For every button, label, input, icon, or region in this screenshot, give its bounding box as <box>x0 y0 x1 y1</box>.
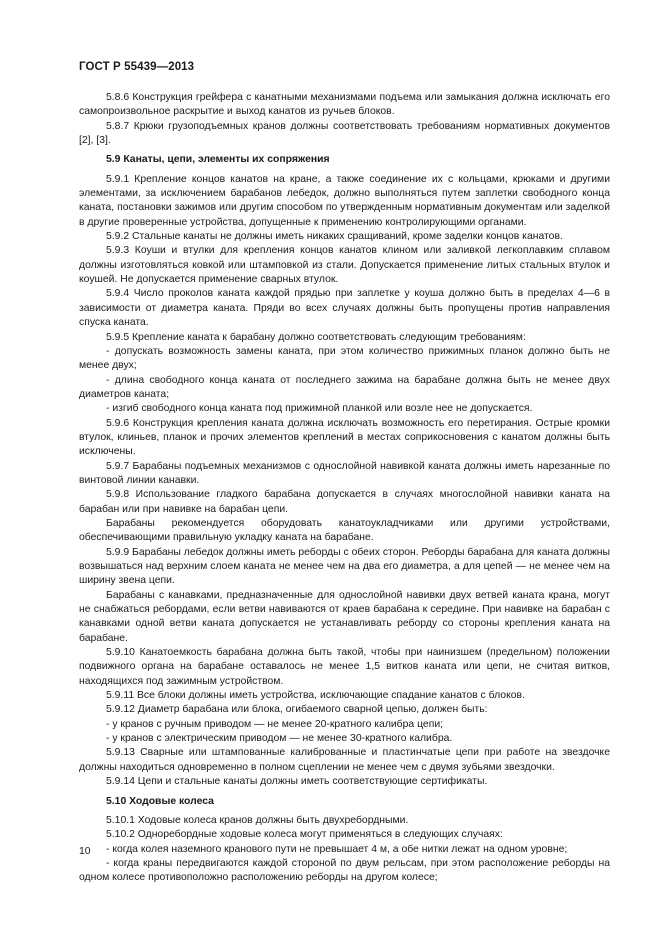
section-heading-5-9: 5.9 Канаты, цепи, элементы их сопряжения <box>106 154 330 166</box>
clause-5-9-12: 5.9.12 Диаметр барабана или блока, огибаемого сварной цепью, должен быть: <box>106 704 488 716</box>
list-item: - длина свободного конца каната от последнего зажима на барабане должна быть не менее двух диаметров каната; <box>79 374 610 400</box>
list-item: - когда краны передвигаются каждой стороной по двум рельсам, при этом расположение реборды на одном колесе противоположно расположению реборды на другом колесе; <box>79 857 610 884</box>
page-number: 10 <box>79 846 91 857</box>
clause-5-9-2: 5.9.2 Стальные канаты не должны иметь никаких сращиваний, кроме заделки концов канатов. <box>106 231 563 243</box>
clause-5-9-8: 5.9.8 Использование гладкого барабана допускается в случаях многослойной навивки каната на барабан или при навивке на барабан цепи. <box>79 489 610 515</box>
clause-5-9-13: 5.9.13 Сварные или штампованные калиброванные и пластинчатые цепи при работе на звездочке должны находиться одновременно в полном сцеплении не менее чем с двумя зубьями звездочки. <box>79 747 610 773</box>
paragraph: Барабаны рекомендуется оборудовать канатоукладчиками или другими устройствами, обеспечивающими правильную укладку каната на барабане. <box>79 517 610 544</box>
section-heading-5-10: 5.10 Ходовые колеса <box>106 795 214 807</box>
clause-5-9-1: 5.9.1 Крепление концов канатов на кране, а также соединение их с кольцами, крюками и другими элементами, за исключением барабанов лебедок, должно выполняться путем заплетки свободного конца каната, постановки зажимов или другим способом по утвержденным нормативным документам или заделкой в другие проверенные устройства, допущенные к применению контролирующими органами. <box>79 173 610 228</box>
clause-5-8-6: 5.8.6 Конструкция грейфера с канатными механизмами подъема или замыкания должна исключать его самопроизвольное раскрытие и выход канатов из ручьев блоков. <box>79 92 610 118</box>
clause-5-8-7: 5.8.7 Крюки грузоподъемных кранов должны соответствовать требованиям нормативных документов [2], [3]. <box>79 120 610 147</box>
list-item: - у кранов с электрическим приводом — не менее 30-кратного калибра. <box>106 733 453 745</box>
list-item: - у кранов с ручным приводом — не менее 20-кратного калибра цепи; <box>106 718 444 730</box>
clause-5-9-6: 5.9.6 Конструкция крепления каната должна исключать возможность его перетирания. Острые кромки втулок, клиньев, планок и прочих элементов креплений в местах соприкосновения с канатом должны быть исключены. <box>79 417 610 458</box>
paragraph: Барабаны с канавками, предназначенные для однослойной навивки двух ветвей каната крана, могут не снабжаться ребордами, если ветви навиваются от краев барабана к середине. При навивке на барабан с канавками одной ветви каната допускается не устанавливать реборду со стороны крепления каната на барабане. <box>79 589 610 644</box>
clause-5-9-9: 5.9.9 Барабаны лебедок должны иметь реборды с обеих сторон. Реборды барабана для каната должны возвышаться над верхним слоем каната не менее чем на два его диаметра, а для цепей — не менее чем на ширину звена цепи. <box>79 546 610 587</box>
clause-5-9-5: 5.9.5 Крепление каната к барабану должно соответствовать следующим требованиям: <box>106 331 526 343</box>
document-body <box>79 91 610 886</box>
list-item: - допускать возможность замены каната, при этом количество прижимных планок должно быть не менее двух; <box>79 345 610 372</box>
clause-5-9-7: 5.9.7 Барабаны подъемных механизмов с однослойной навивкой каната должны иметь нарезанные по винтовой линии канавки. <box>79 460 610 486</box>
clause-5-9-14: 5.9.14 Цепи и стальные канаты должны иметь соответствующие сертификаты. <box>106 776 488 788</box>
clause-5-9-4: 5.9.4 Число проколов каната каждой прядью при заплетке у коуша должно быть в пределах 4—6 в зависимости от диаметра каната. Пряди во всех случаях должны быть пропущены против направления спуска каната. <box>79 288 610 329</box>
clause-5-9-11: 5.9.11 Все блоки должны иметь устройства, исключающие спадание канатов с блоков. <box>106 690 525 702</box>
list-item: - когда колея наземного кранового пути не превышает 4 м, а обе нитки лежат на одном уровне; <box>106 843 568 855</box>
document-code: ГОСТ Р 55439—2013 <box>79 61 195 73</box>
list-item: - изгиб свободного конца каната под прижимной планкой или возле нее не допускается. <box>106 403 533 415</box>
clause-5-9-10: 5.9.10 Канатоемкость барабана должна быть такой, чтобы при наинизшем (предельном) положении подвижного органа на барабане оставалось не менее 1,5 витков каната или цепи, не считая витков, находящихся под зажимным устройством. <box>79 647 610 687</box>
clause-5-10-2: 5.10.2 Одноребордные ходовые колеса могут применяться в следующих случаях: <box>106 829 503 841</box>
clause-5-9-3: 5.9.3 Коуши и втулки для крепления концов канатов клином или заливкой легкоплавким сплавом должны изготовляться ковкой или штамповкой из стали. Допускается применение литых стальных втулок и коушей. Не допускается применение сварных втулок. <box>79 245 610 286</box>
clause-5-10-1: 5.10.1 Ходовые колеса кранов должны быть двухребордными. <box>106 814 409 826</box>
